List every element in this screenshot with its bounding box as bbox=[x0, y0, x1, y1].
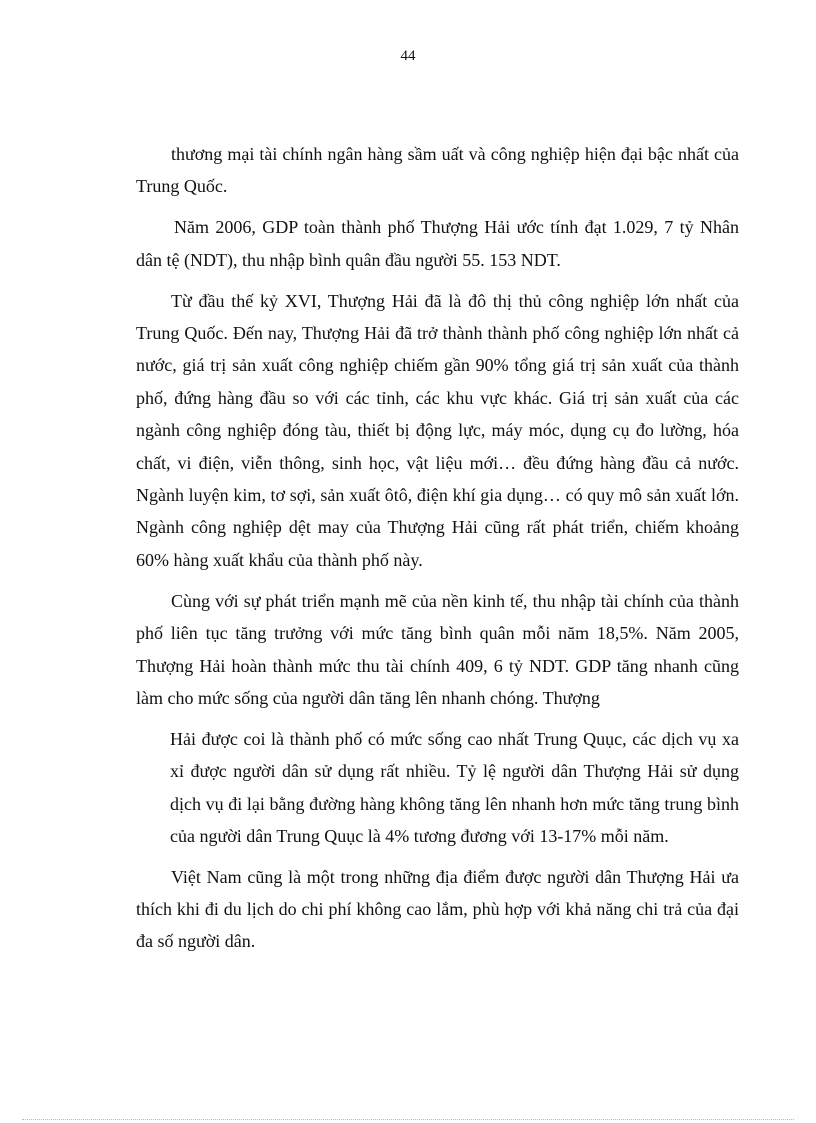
paragraph-5: Hải được coi là thành phố có mức sống cao nhất Trung Quục, các dịch vụ xa xỉ được người dân sử dụng rất nhiều. Tỷ lệ người dân Thượng Hải sử dụng dịch vụ đi lại bằng đường hàng không tăng lên nhanh hơn mức tăng trung bình của người dân Trung Quục là 4% tương đương với 13-17% mỗi năm. bbox=[170, 728, 739, 847]
paragraph-1: thương mại tài chính ngân hàng sầm uất và công nghiệp hiện đại bậc nhất của Trung Quốc. bbox=[136, 144, 739, 197]
paragraph-6: Việt Nam cũng là một trong những địa điểm được người dân Thượng Hải ưa thích khi đi du lịch do chi phí không cao lắm, phù hợp với khả năng chi trả của đại đa số người dân. bbox=[136, 866, 739, 952]
bottom-dotted-rule bbox=[22, 1119, 794, 1120]
paragraph-4: Cùng với sự phát triển mạnh mẽ của nền kinh tế, thu nhập tài chính của thành phố liên tục tăng trưởng với mức tăng bình quân mỗi năm 18,5%. Năm 2005, Thượng Hải hoàn thành mức thu tài chính 409, 6 tỷ NDT. GDP tăng nhanh cũng làm cho mức sống của người dân tăng lên nhanh chóng. Thượng bbox=[136, 590, 739, 708]
document-body bbox=[136, 138, 739, 966]
paragraph-2: Năm 2006, GDP toàn thành phố Thượng Hải ước tính đạt 1.029, 7 tỷ Nhân dân tệ (NDT), thu nhập bình quân đầu người 55. 153 NDT. bbox=[136, 217, 739, 270]
page-number: 44 bbox=[400, 48, 416, 64]
paragraph-3: Từ đầu thế kỷ XVI, Thượng Hải đã là đô thị thủ công nghiệp lớn nhất của Trung Quốc. Đến nay, Thượng Hải đã trở thành thành phố công nghiệp lớn nhất cả nước, giá trị sản xuất công nghiệp chiếm gần 90% tổng giá trị sản xuất của thành phố, đứng hàng đầu so với các tỉnh, các khu vực khác. Giá trị sản xuất của các ngành công nghiệp đóng tàu, thiết bị động lực, máy móc, dụng cụ đo lường, hóa chất, vi điện, viễn thông, sinh học, vật liệu mới… đều đứng hàng đầu cả nước. Ngành luyện kim, tơ sợi, sản xuất ôtô, điện khí gia dụng… có quy mô sản xuất lớn. Ngành công nghiệp dệt may của Thượng Hải cũng rất phát triển, chiếm khoảng 60% hàng xuất khẩu của thành phố này. bbox=[136, 290, 739, 570]
